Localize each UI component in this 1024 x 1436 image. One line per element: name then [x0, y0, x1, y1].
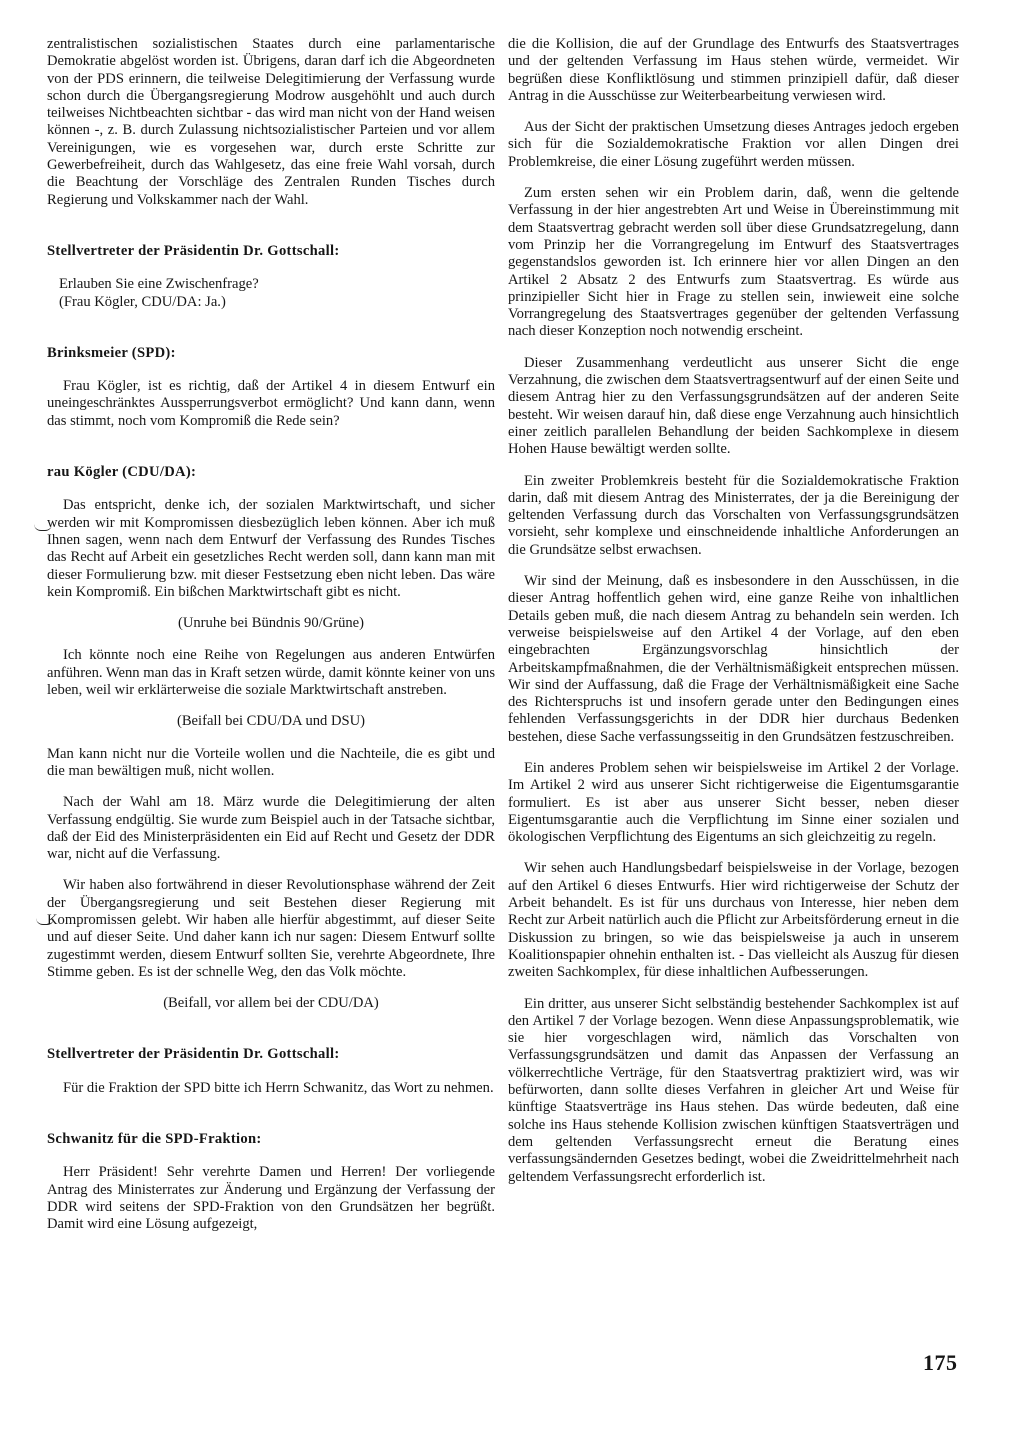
right-column — [508, 36, 959, 1200]
paragraph: Dieser Zusammenhang verdeutlicht aus unserer Sicht die enge Verzahnung, die zwischen dem Staatsvertragsentwurf auf der einen Seite und diesem Antrag hier zu den Verfassungsgrundsätzen auf der anderen Seite besteht. Wir weisen darauf hin, daß diese enge Verzahnung auch hinsichtlich einer zeitlich parallelen Behandlung der beiden Sachkomplexe in diesem Hohen Hause bewältigt werden sollte. — [508, 354, 959, 458]
interjection: (Beifall bei CDU/DA und DSU) — [176, 713, 366, 730]
interjection: (Frau Kögler, CDU/DA: Ja.) — [59, 293, 226, 310]
paragraph: Zum ersten sehen wir ein Problem darin, daß, wenn die geltende Verfassung in der hier angestrebten Art und Weise in Übereinstimmung mit dem Staatsvertrag gebracht werden soll über diese Grundsatzregelung, dann vom Prinzip her die Vorrangregelung im Entwurf des Staatsvertrages gegenstandslos geworden ist. Ich erinnere hier vor allen Dingen an den Artikel 2 Absatz 2 des Entwurfs zum Staatsvertrag. Es würde aus prinzipieller Sicht hier in Frage zu stellen sein, inwieweit eine solche Vorrangregelung des Staatsvertrages gegenüber der geltenden Verfassung nach dieser Konzeption noch notwendig erscheint. — [508, 185, 959, 340]
question-text: Erlauben Sie eine Zwischenfrage? — [59, 276, 259, 293]
paragraph: Ein dritter, aus unserer Sicht selbständig bestehender Sachkomplex ist auf den Artikel 7 der Vorlage bezogen. Wenn diese Anpassungsproblematik, wie sie hier vorgeschlagen wird, nämlich das Vorschalten von Verfassungsgrundsätzen und damit das Anpassen der Verfassung an völkerrechtliche Verträge, für den Staatsvertrag praktiziert wird, was wir befürworten, dann sollte dieses Verfahren in gleicher Art und Weise für künftige Staatsverträge ins Haus stehen. Das würde bedeuten, daß eine solche ins Haus stehende Kollision zwischen künftigen Staatsverträgen und dem geltenden Verfassungsrecht erneut die Beratung eines verfassungsändernden Gesetzes bedingt, wobei die Zweidrittelmehrheit nach geltendem Verfassungsrecht erforderlich ist. — [508, 995, 959, 1185]
paragraph: Nach der Wahl am 18. März wurde die Delegitimierung der alten Verfassung endgültig. Sie wurde zum Beispiel auch in der Tatsache sichtbar, daß der Eid des Ministerpräsidenten ein Eid auf Recht und Gesetz der DDR war, nicht auf die Verfassung. — [47, 794, 495, 863]
page-number: 175 — [923, 1350, 958, 1375]
paragraph: Wir sehen auch Handlungsbedarf beispielsweise in der Vorlage, bezogen auf den Artikel 6 dieses Entwurfs. Hier wird richtigerweise der Schutz der Arbeit behandelt. Es ist für uns durchaus von Interesse, hier neben dem Recht zur Arbeit natürlich auch die Pflicht zur Arbeitsförderung erneut in die Diskussion zu bringen, so wie das beispielsweise ja auch in unserem Koalitionspapier ohnehin enthalten ist. - Das vielleicht als Auszug für diesen zweiten Sachkomplex, für diese inhaltlichen Aufbesserungen. — [508, 860, 959, 981]
paragraph: Frau Kögler, ist es richtig, daß der Artikel 4 in diesem Entwurf ein uneingeschränktes Aussperrungsverbot ermöglicht? Und kann dann, wenn das stimmt, noch vom Kompromiß die Rede sein? — [47, 378, 495, 429]
paragraph: Ein zweiter Problemkreis besteht für die Sozialdemokratische Fraktion darin, daß mit diesem Antrag des Ministerrates, der ja die Bereinigung der geltenden Verfassung durch das Vorschalten von Verfassungsgrundsätzen vorsieht, sehr komplexe und einschneidende inhaltliche Anforderungen an die Grundsätze selbst erwachsen. — [508, 472, 959, 558]
interjection: (Unruhe bei Bündnis 90/Grüne) — [177, 615, 365, 632]
speaker-heading: rau Kögler (CDU/DA): — [47, 464, 197, 481]
paragraph: Herr Präsident! Sehr verehrte Damen und Herren! Der vorliegende Antrag des Ministerrates zur Änderung und Ergänzung der Verfassung der DDR wird seitens der SPD-Fraktion von den Grundsätzen her begrüßt. Damit wird eine Lösung aufgezeigt, — [47, 1164, 495, 1233]
paragraph: Das entspricht, denke ich, der sozialen Marktwirtschaft, und sicher werden wir mit Kompromissen diesbezüglich leben können. Aber ich muß Ihnen sagen, wenn nach dem Entwurf der Verfassung des Rundes Tisches das Recht auf Arbeit ein gesetzliches Recht werden soll, dann kann man mit dieser Formulierung bzw. mit dieser Festsetzung eben nicht leben. Das wäre kein Kompromiß. Ein bißchen Marktwirtschaft gibt es nicht. — [47, 497, 495, 600]
paragraph: Wir sind der Meinung, daß es insbesondere in den Ausschüssen, in die dieser Antrag hoffentlich gehen wird, eine ganze Reihe von inhaltlichen Details geben muß, die nach diesem Antrag zu behandeln sein werden. Ich verweise beispielsweise auf den Artikel 4 der Vorlage, auf den eben eingebrachten Ergänzungsvorschlag hinsichtlich der Arbeitskampfmaßnahmen, die der Verhältnismäßigkeit entsprechen müssen. Wir sind der Auffassung, daß die Frage der Verhältnismäßigkeit eine Sache des Richterspruchs ist und insofern gerade unter den Bedingungen eines fehlenden Verfassungsgerichts in der DDR hier durchaus Bedenken bestehen, diese Sache verfassungsseitig in den Grundsätzen festzuschreiben. — [508, 573, 959, 745]
speaker-heading: Schwanitz für die SPD-Fraktion: — [47, 1131, 262, 1148]
paragraph: Man kann nicht nur die Vorteile wollen und die Nachteile, die es gibt und die man bewältigen muß, nicht wollen. — [47, 745, 495, 779]
paragraph: zentralistischen sozialistischen Staates durch eine parlamentarische Demokratie abgelöst worden ist. Übrigens, daran darf ich die Abgeordneten von der PDS erinnern, die teilweise Delegitimierung der Verfassung wurde schon durch die Übergangsregierung Modrow ausgehöhlt und auch durch teilweises Nichtbeachten sichtbar - das wird man nicht von der Hand weisen können -, z. B. durch Zulassung nichtsozialistischer Parteien und vor allem Vereinigungen, wie es vorgesehen war, durch erste Schritte zur Gewerbefreiheit, durch das Wahlgesetz, das eine freie Wahl vorsah, durch die Beachtung der Vorschläge des Zentralen Runden Tisches durch Regierung und Volkskammer nach der Wahl. — [47, 36, 495, 208]
paragraph: Wir haben also fortwährend in dieser Revolutionsphase während der Zeit der Übergangsregierung und seit Bestehen dieser Regierung mit Kompromissen gelebt. Wir haben alle hierfür abgestimmt, auf dieser Seite und auf dieser Seite. Und daher kann ich nur sagen: Diesem Entwurf sollte zugestimmt werden, diesem Entwurf sollten Sie, verehrte Abgeordnete, Ihre Stimme geben. Es ist der schnelle Weg, den das Volk möchte. — [47, 877, 495, 980]
paragraph: Ein anderes Problem sehen wir beispielsweise im Artikel 2 der Vorlage. Im Artikel 2 wird aus unserer Sicht richtigerweise die Eigentumsgarantie formuliert. Es ist aber aus unserer Sicht besser, neben dieser Eigentumsgarantie auch die Verpflichtung im Sinne einer sozialen und ökologischen Verpflichtung des Eigentums an sich gleichzeitig zu regeln. — [508, 759, 959, 846]
left-column — [47, 36, 495, 1248]
speaker-heading: Stellvertreter der Präsidentin Dr. Gottschall: — [47, 1046, 340, 1063]
paragraph: Aus der Sicht der praktischen Umsetzung dieses Antrages jedoch ergeben sich für die Sozialdemokratische Fraktion vor allen Dingen drei Problemkreise, die einer Lösung zugeführt werden müssen. — [508, 119, 959, 170]
speaker-heading: Brinksmeier (SPD): — [47, 344, 176, 361]
paragraph: Für die Fraktion der SPD bitte ich Herrn Schwanitz, das Wort zu nehmen. — [63, 1079, 494, 1096]
speaker-heading: Stellvertreter der Präsidentin Dr. Gottschall: — [47, 242, 340, 259]
interjection: (Beifall, vor allem bei der CDU/DA) — [163, 995, 379, 1012]
paragraph: Ich könnte noch eine Reihe von Regelungen aus anderen Entwürfen anführen. Wenn man das in Kraft setzen würde, damit könnte keiner von uns leben, weil wir erklärterweise die soziale Marktwirtschaft anstreben. — [47, 647, 495, 699]
quote-block — [59, 276, 495, 311]
paragraph: die die Kollision, die auf der Grundlage des Entwurfs des Staatsvertrages und der geltenden Verfassung im Haus stehen würde, vermeidet. Wir begrüßen diese Konfliktlösung und stimmen prinzipiell dafür, daß dieser Antrag in die Ausschüsse zur Weiterbearbeitung verwiesen wird. — [508, 36, 959, 104]
